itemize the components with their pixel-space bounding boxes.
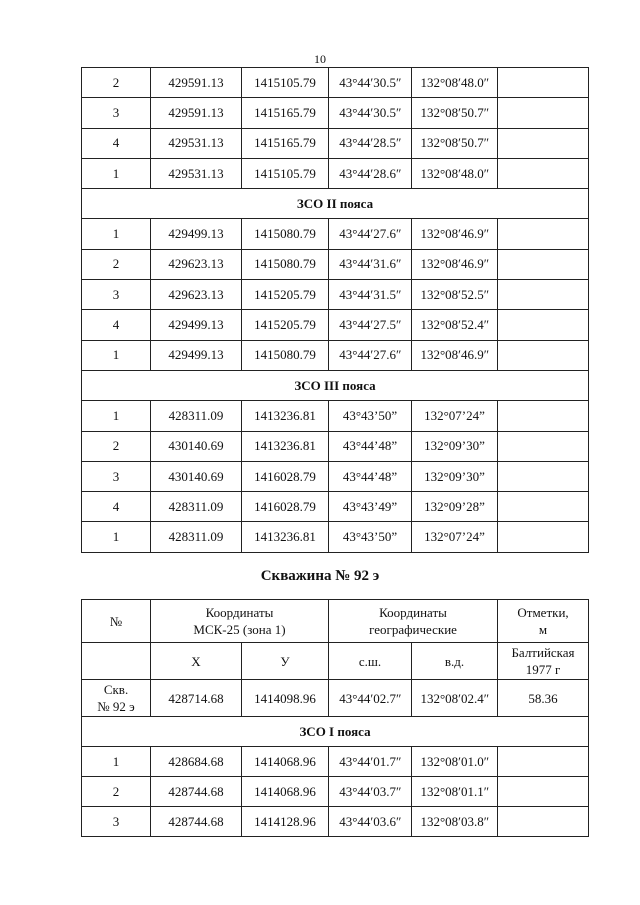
- table-cell: 132°08ʹ01.1ʺ: [412, 777, 498, 807]
- table-cell: 132°08ʹ48.0ʺ: [412, 158, 498, 188]
- table-cell: 429623.13: [151, 280, 242, 310]
- table-cell: [498, 401, 589, 431]
- table-cell: 132°09’30”: [412, 431, 498, 461]
- table-cell: 43°44ʹ28.6ʺ: [329, 158, 412, 188]
- table-row: [82, 68, 589, 98]
- table-cell: [498, 492, 589, 522]
- table-cell: 429623.13: [151, 249, 242, 279]
- subheader-baltic: Балтийская 1977 г: [498, 643, 589, 680]
- table-cell: 43°44ʹ30.5ʺ: [329, 68, 412, 98]
- table-cell: 132°08ʹ01.0ʺ: [412, 747, 498, 777]
- table-cell: [498, 431, 589, 461]
- table-cell: 1416028.79: [242, 461, 329, 491]
- table-cell: 2: [82, 68, 151, 98]
- table-row: [82, 280, 589, 310]
- table-cell: 132°08ʹ50.7ʺ: [412, 128, 498, 158]
- table-row: [82, 492, 589, 522]
- table-cell: [498, 128, 589, 158]
- well-y: 1414098.96: [242, 680, 329, 717]
- table-cell: 1415080.79: [242, 340, 329, 370]
- table-cell: 3: [82, 461, 151, 491]
- table-cell: 43°44’48”: [329, 431, 412, 461]
- table-cell: 3: [82, 98, 151, 128]
- table-cell: 132°07’24”: [412, 522, 498, 552]
- table-cell: 132°09’28”: [412, 492, 498, 522]
- table-cell: 2: [82, 249, 151, 279]
- table-cell: [498, 219, 589, 249]
- table-cell: 4: [82, 310, 151, 340]
- subheader-y: У: [242, 643, 329, 680]
- well-heading: Скважина № 92 э: [260, 568, 380, 584]
- section-header: ЗСО III пояса: [82, 370, 589, 400]
- table-cell: 1415165.79: [242, 128, 329, 158]
- table-cell: 1415205.79: [242, 280, 329, 310]
- table-cell: 428311.09: [151, 522, 242, 552]
- table-cell: 43°44ʹ03.7ʺ: [329, 777, 412, 807]
- table-cell: 3: [82, 807, 151, 837]
- well-name: Скв. № 92 э: [82, 680, 151, 717]
- table-cell: [498, 98, 589, 128]
- table-cell: 132°08ʹ50.7ʺ: [412, 98, 498, 128]
- well-lat: 43°44ʹ02.7ʺ: [329, 680, 412, 717]
- table-cell: 43°44ʹ03.6ʺ: [329, 807, 412, 837]
- table-cell: 132°08ʹ46.9ʺ: [412, 340, 498, 370]
- table-cell: 43°44ʹ30.5ʺ: [329, 98, 412, 128]
- table-cell: 1415105.79: [242, 158, 329, 188]
- coordinates-table-well-92e: [81, 599, 589, 837]
- subheader-lon: в.д.: [412, 643, 498, 680]
- well-x: 428714.68: [151, 680, 242, 717]
- table-cell: 1: [82, 522, 151, 552]
- table-cell: [498, 158, 589, 188]
- header-geo-coordinates: Координаты географические: [329, 600, 498, 643]
- table-cell: 43°43’50”: [329, 401, 412, 431]
- table-cell: 1: [82, 401, 151, 431]
- table-cell: 1413236.81: [242, 401, 329, 431]
- table-cell: 428311.09: [151, 492, 242, 522]
- section-header-row: [82, 370, 589, 400]
- table-cell: 43°44ʹ01.7ʺ: [329, 747, 412, 777]
- table-row: [82, 777, 589, 807]
- table-cell: 4: [82, 128, 151, 158]
- table-cell: [498, 249, 589, 279]
- table-cell: 2: [82, 777, 151, 807]
- table-cell: 1: [82, 219, 151, 249]
- table-row: [82, 747, 589, 777]
- table-cell: 1: [82, 158, 151, 188]
- table-row: [82, 461, 589, 491]
- table-cell: 132°07’24”: [412, 401, 498, 431]
- table-row: [82, 128, 589, 158]
- table-cell: 132°08ʹ46.9ʺ: [412, 249, 498, 279]
- table-row: [82, 219, 589, 249]
- table-cell: 1: [82, 747, 151, 777]
- table-cell: [498, 68, 589, 98]
- table-cell: 428744.68: [151, 807, 242, 837]
- table-row: [82, 401, 589, 431]
- table-cell: 429499.13: [151, 310, 242, 340]
- table-cell: 43°44ʹ27.6ʺ: [329, 340, 412, 370]
- table-cell: 43°44ʹ27.6ʺ: [329, 219, 412, 249]
- table-cell: 1415105.79: [242, 68, 329, 98]
- coordinates-table-top: [81, 67, 589, 553]
- table-cell: 43°44’48”: [329, 461, 412, 491]
- table-cell: 43°44ʹ31.6ʺ: [329, 249, 412, 279]
- table-cell: 43°43’50”: [329, 522, 412, 552]
- table-cell: 1413236.81: [242, 431, 329, 461]
- table-cell: 429591.13: [151, 68, 242, 98]
- page-number: 10: [314, 52, 326, 66]
- subheader-empty: [82, 643, 151, 680]
- table-cell: [498, 807, 589, 837]
- table-cell: 43°43’49”: [329, 492, 412, 522]
- well-elevation: 58.36: [498, 680, 589, 717]
- table-cell: 43°44ʹ31.5ʺ: [329, 280, 412, 310]
- table-cell: 430140.69: [151, 461, 242, 491]
- table-cell: 132°08ʹ52.4ʺ: [412, 310, 498, 340]
- header-number: №: [82, 600, 151, 643]
- table-cell: [498, 280, 589, 310]
- table-cell: [498, 461, 589, 491]
- table-cell: 430140.69: [151, 431, 242, 461]
- table-cell: 43°44ʹ28.5ʺ: [329, 128, 412, 158]
- table-row: [82, 340, 589, 370]
- table-cell: [498, 522, 589, 552]
- table-cell: 3: [82, 280, 151, 310]
- section-header: ЗСО I пояса: [82, 717, 589, 747]
- table-cell: 1: [82, 340, 151, 370]
- table-cell: 1414068.96: [242, 747, 329, 777]
- table-cell: 428684.68: [151, 747, 242, 777]
- table-cell: 429499.13: [151, 219, 242, 249]
- table-row: [82, 807, 589, 837]
- table-row: [82, 310, 589, 340]
- table-cell: 428311.09: [151, 401, 242, 431]
- table-cell: 132°08ʹ03.8ʺ: [412, 807, 498, 837]
- table-row: [82, 98, 589, 128]
- table-subheader-row: [82, 643, 589, 680]
- table-cell: 429531.13: [151, 158, 242, 188]
- table-cell: [498, 747, 589, 777]
- table-cell: 1413236.81: [242, 522, 329, 552]
- table-cell: 1416028.79: [242, 492, 329, 522]
- well-lon: 132°08ʹ02.4ʺ: [412, 680, 498, 717]
- table-cell: 2: [82, 431, 151, 461]
- section-header-row: [82, 189, 589, 219]
- table-cell: 132°08ʹ52.5ʺ: [412, 280, 498, 310]
- header-marks: Отметки, м: [498, 600, 589, 643]
- table-cell: 428744.68: [151, 777, 242, 807]
- section-header-row: [82, 717, 589, 747]
- table-row: [82, 249, 589, 279]
- table-cell: 132°09’30”: [412, 461, 498, 491]
- table-row: [82, 522, 589, 552]
- table-cell: 1414128.96: [242, 807, 329, 837]
- table-row: [82, 158, 589, 188]
- table-cell: 429591.13: [151, 98, 242, 128]
- table-cell: 132°08ʹ48.0ʺ: [412, 68, 498, 98]
- table-cell: 429499.13: [151, 340, 242, 370]
- subheader-lat: с.ш.: [329, 643, 412, 680]
- subheader-x: Х: [151, 643, 242, 680]
- table-cell: 43°44ʹ27.5ʺ: [329, 310, 412, 340]
- section-header: ЗСО II пояса: [82, 189, 589, 219]
- table-cell: 132°08ʹ46.9ʺ: [412, 219, 498, 249]
- table-header-row: [82, 600, 589, 643]
- table-row: [82, 431, 589, 461]
- table-cell: 1415080.79: [242, 219, 329, 249]
- table-cell: 1414068.96: [242, 777, 329, 807]
- table-cell: 4: [82, 492, 151, 522]
- table-cell: 1415080.79: [242, 249, 329, 279]
- table-cell: 1415205.79: [242, 310, 329, 340]
- well-row: [82, 680, 589, 717]
- table-cell: 1415165.79: [242, 98, 329, 128]
- table-cell: [498, 310, 589, 340]
- header-msk-coordinates: Координаты МСК-25 (зона 1): [151, 600, 329, 643]
- table-cell: 429531.13: [151, 128, 242, 158]
- table-cell: [498, 340, 589, 370]
- table-cell: [498, 777, 589, 807]
